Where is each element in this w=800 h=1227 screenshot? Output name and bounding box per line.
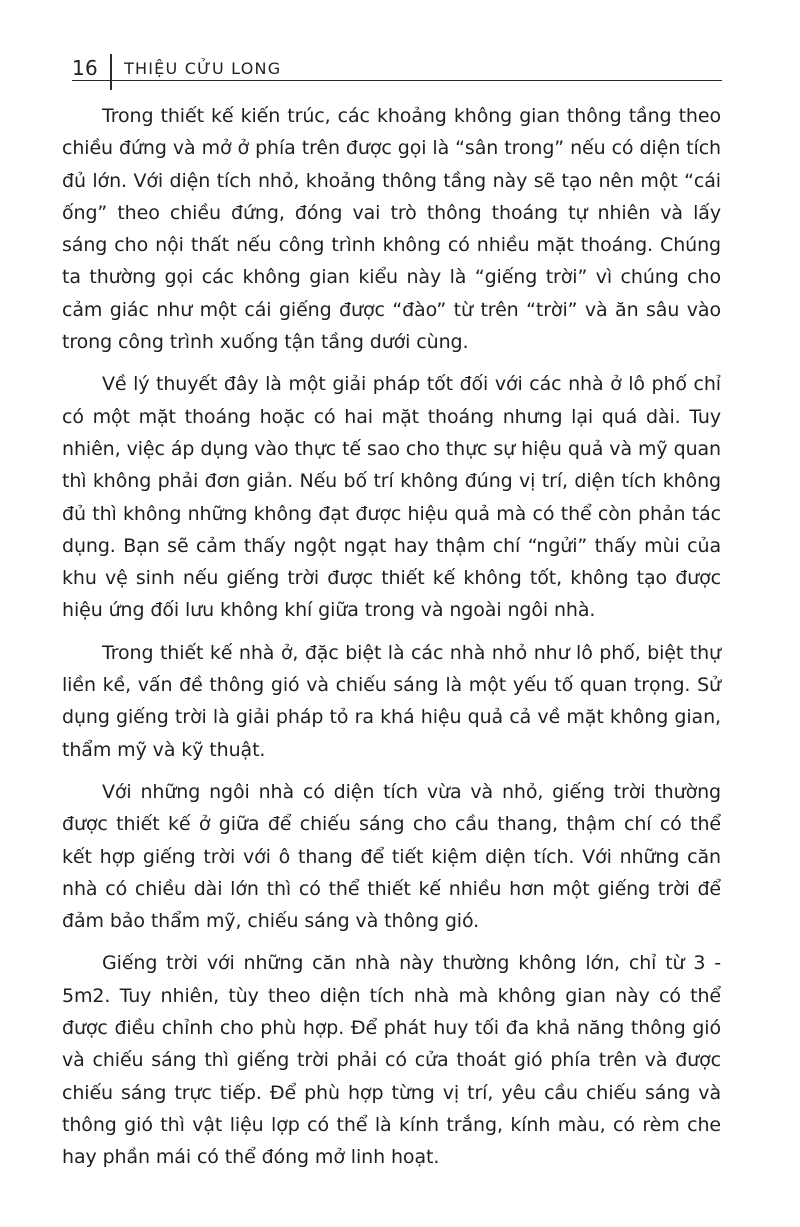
page-header: [72, 54, 720, 82]
page-number: 16: [72, 56, 99, 80]
body-text: [62, 100, 721, 1184]
running-title: THIỆU CỬU LONG: [124, 58, 282, 78]
paragraph-5: Giếng trời với những căn nhà này thường không lớn, chỉ từ 3 - 5m2. Tuy nhiên, tùy theo diện tích nhà mà không gian này có thể được điều chỉnh cho phù hợp. Để phát huy tối đa khả năng thông gió và chiếu sáng thì giếng trời phải có cửa thoát gió phía trên và được chiếu sáng trực tiếp. Để phù hợp từng vị trí, yêu cầu chiếu sáng và thông gió thì vật liệu lợp có thể là kính trắng, kính màu, có rèm che hay phần mái có thể đóng mở linh hoạt.: [62, 952, 721, 1169]
header-rule: [72, 80, 722, 81]
paragraph-3: Trong thiết kế nhà ở, đặc biệt là các nhà nhỏ như lô phố, biệt thự liền kề, vấn đề thông gió và chiếu sáng là một yếu tố quan trọng. Sử dụng giếng trời là giải pháp tỏ ra khá hiệu quả cả về mặt không gian, thẩm mỹ và kỹ thuật.: [62, 641, 721, 761]
paragraph-1: Trong thiết kế kiến trúc, các khoảng không gian thông tầng theo chiều đứng và mở ở phía trên được gọi là “sân trong” nếu có diện tích đủ lớn. Với diện tích nhỏ, khoảng thông tầng này sẽ tạo nên một “cái ống” theo chiều đứng, đóng vai trò thông thoáng tự nhiên và lấy sáng cho nội thất nếu công trình không có nhiều mặt thoáng. Chúng ta thường gọi các không gian kiểu này là “giếng trời” vì chúng cho cảm giác như một cái giếng được “đào” từ trên “trời” và ăn sâu vào trong công trình xuống tận tầng dưới cùng.: [62, 105, 721, 354]
header-divider: [110, 54, 112, 90]
paragraph-2: Về lý thuyết đây là một giải pháp tốt đối với các nhà ở lô phố chỉ có một mặt thoáng hoặc có hai mặt thoáng nhưng lại quá dài. Tuy nhiên, việc áp dụng vào thực tế sao cho thực sự hiệu quả và mỹ quan thì không phải đơn giản. Nếu bố trí không đúng vị trí, diện tích không đủ thì không những không đạt được hiệu quả mà có thể còn phản tác dụng. Bạn sẽ cảm thấy ngột ngạt hay thậm chí “ngửi” thấy mùi của khu vệ sinh nếu giếng trời được thiết kế không tốt, không tạo được hiệu ứng đối lưu không khí giữa trong và ngoài ngôi nhà.: [62, 373, 721, 622]
paragraph-4: Với những ngôi nhà có diện tích vừa và nhỏ, giếng trời thường được thiết kế ở giữa để chiếu sáng cho cầu thang, thậm chí có thể kết hợp giếng trời với ô thang để tiết kiệm diện tích. Với những căn nhà có chiều dài lớn thì có thể thiết kế nhiều hơn một giếng trời để đảm bảo thẩm mỹ, chiếu sáng và thông gió.: [62, 780, 721, 933]
